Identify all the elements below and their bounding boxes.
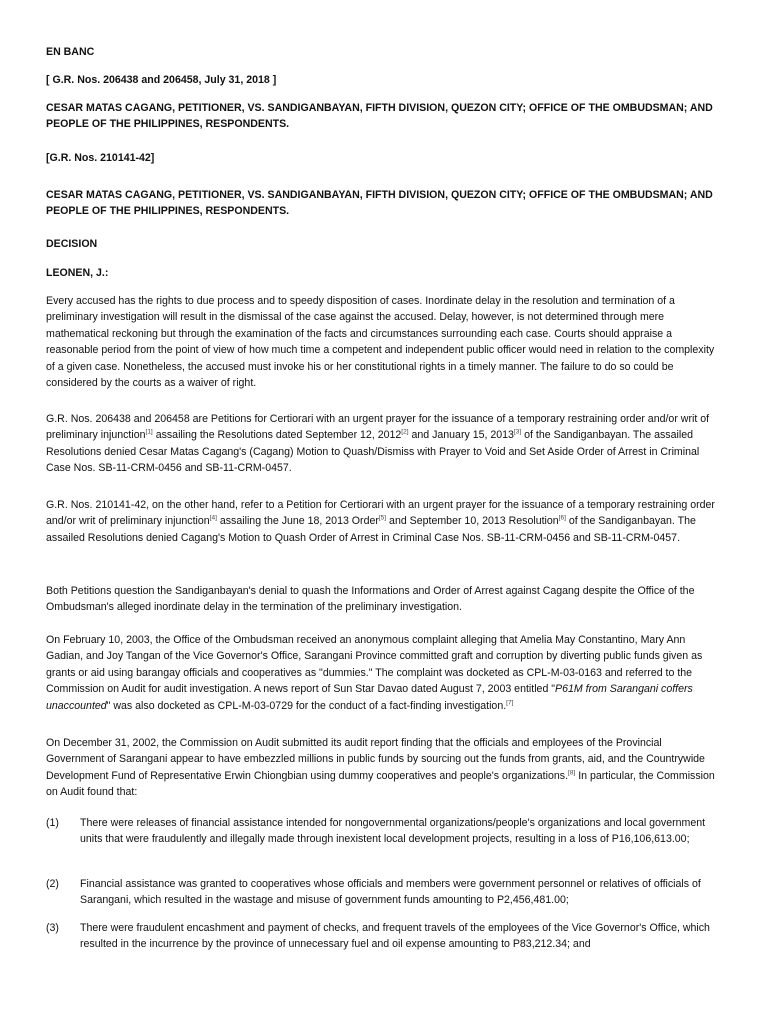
paragraph-audit-report: On December 31, 2002, the Commission on Audit submitted its audit report finding that the officials and employees of the Provincial Government of Sarangani appear to have embezzled millions in public funds by sourcing out the funds from grants, aid, and the Countrywide Development Fund of Representative Erwin Chiongbian using dummy cooperatives and people's organizations.[8] In particular, the Commission on Audit found that: xyxy=(46,737,715,799)
footnote-ref[interactable]: [5] xyxy=(378,514,387,522)
news-title: P61M from Sarangani coffers unaccounted xyxy=(46,683,693,712)
ponente: LEONEN, J.: xyxy=(46,267,109,279)
footnote-ref[interactable]: [3] xyxy=(513,428,522,436)
paragraph-petitions-206438: G.R. Nos. 206438 and 206458 are Petitions for Certiorari with an urgent prayer for the issuance of a temporary restraining order and/or writ of preliminary injunction[1] assailing the Resolutions dated September 12, 2012[2] and January 15, 2013[3] of the Sandiganbayan. The assailed Resolutions denied Cesar Matas Cagang's (Cagang) Motion to Quash/Dismiss with Prayer to Void and Set Aside Order of Arrest in Criminal Case Nos. SB-11-CRM-0456 and SB-11-CRM-0457. xyxy=(46,413,710,475)
list-item-text: Financial assistance was granted to cooperatives whose officials and members were government personnel or relatives of officials of Sarangani, which resulted in the wastage and misuse of government funds amounting to P2,456,481.00; xyxy=(80,878,701,907)
paragraph-both-petitions: Both Petitions question the Sandiganbayan's denial to quash the Informations and Order of Arrest against Cagang despite the Office of the Ombudsman's alleged inordinate delay in the termination of the preliminary investigation. xyxy=(46,585,695,614)
list-item-number: (3) xyxy=(46,922,59,934)
footnote-ref[interactable]: [8] xyxy=(568,769,576,777)
paragraph-complaint: On February 10, 2003, the Office of the Ombudsman received an anonymous complaint alleging that Amelia May Constantino, Mary Ann Gadian, and Joy Tangan of the Vice Governor's Office, Sarangani Province committed graft and corruption by diverting public funds given as grants or aid using barangay officials and cooperatives as "dummies." The complaint was docketed as CPL-M-03-0163 and referred to the Commission on Audit for audit investigation. A news report of Sun Star Davao dated August 7, 2003 entitled "P61M from Sarangani coffers unaccounted" was also docketed as CPL-M-03-0729 for the conduct of a fact-finding investigation.[7] xyxy=(46,634,703,712)
footnote-ref[interactable]: [7] xyxy=(506,699,514,707)
paragraph-intro: Every accused has the rights to due process and to speedy disposition of cases. Inordinate delay in the resolution and termination of a preliminary investigation will result in the dismissal of the case against the accused. Delay, however, is not determined through mere mathematical reckoning but through the examination of the facts and circumstances surrounding each case. Courts should appraise a reasonable period from the point of view of how much time a competent and independent public officer would need in relation to the complexity of a given case. Nonetheless, the accused must invoke his or her constitutional rights in a timely manner. The failure to do so could be considered by the courts as a waiver of right. xyxy=(46,295,715,390)
footnote-ref[interactable]: [4] xyxy=(209,514,217,522)
list-item xyxy=(46,815,722,848)
case-reference-2: [G.R. Nos. 210141-42] xyxy=(46,152,155,164)
list-item-text: There were fraudulent encashment and payment of checks, and frequent travels of the employees of the Vice Governor's Office, which resulted in the incurrence by the province of unnecessary fuel and oil expense amounting to P83,212.34; and xyxy=(80,922,710,951)
footnote-ref[interactable]: [2] xyxy=(401,428,409,436)
case-parties: CESAR MATAS CAGANG, PETITIONER, VS. SANDIGANBAYAN, FIFTH DIVISION, QUEZON CITY; OFFICE OF THE OMBUDSMAN; AND PEOPLE OF THE PHILIPPINES, RESPONDENTS. xyxy=(46,102,713,131)
paragraph-petitions-210141: G.R. Nos. 210141-42, on the other hand, refer to a Petition for Certiorari with an urgent prayer for the issuance of a temporary restraining order and/or writ of preliminary injunction[4] assailing the June 18, 2013 Order[5] and September 10, 2013 Resolution[6] of the Sandiganbayan. The assailed Resolutions denied Cagang's Motion to Quash Order of Arrest in Criminal Case Nos. SB-11-CRM-0456 and SB-11-CRM-0457. xyxy=(46,499,715,544)
list-item-number: (2) xyxy=(46,878,59,890)
list-item xyxy=(46,920,722,953)
list-item-text: There were releases of financial assistance intended for nongovernmental organizations/people's organizations and local government units that were fraudulently and illegally made through inexistent local development projects, resulting in a loss of P16,106,613.00; xyxy=(80,817,706,846)
footnote-ref[interactable]: [6] xyxy=(558,514,566,522)
case-parties-2: CESAR MATAS CAGANG, PETITIONER, VS. SANDIGANBAYAN, FIFTH DIVISION, QUEZON CITY; OFFICE OF THE OMBUDSMAN; AND PEOPLE OF THE PHILIPPINES, RESPONDENTS. xyxy=(46,189,713,218)
court-division: EN BANC xyxy=(46,46,95,58)
list-item xyxy=(46,876,722,909)
footnote-ref[interactable]: [1] xyxy=(145,428,153,436)
list-item-number: (1) xyxy=(46,817,59,829)
case-reference: [ G.R. Nos. 206438 and 206458, July 31, 2018 ] xyxy=(46,74,277,86)
decision-heading: DECISION xyxy=(46,238,98,250)
